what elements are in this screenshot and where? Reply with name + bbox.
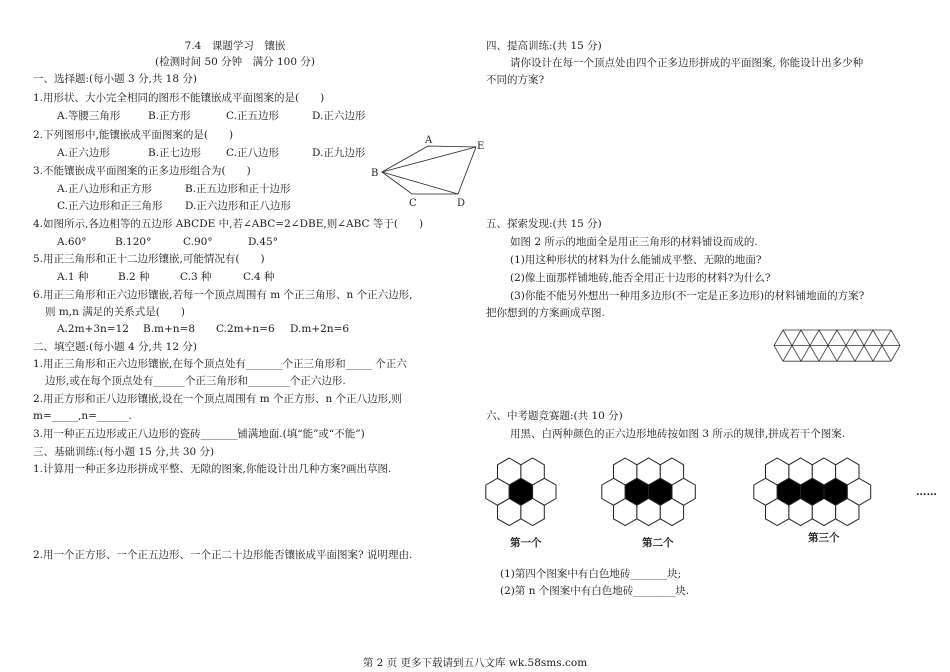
fill-question-3: 3.用一种正五边形或正八边形的瓷砖_______铺满地面.(填“能”或“不能”) — [33, 428, 365, 440]
tri-line — [873, 346, 882, 362]
section-6-line1: 用黑、白两种颜色的正六边形地砖按如图 3 所示的规律,拼成若干个图案. — [510, 428, 846, 440]
tri-line — [882, 330, 891, 346]
mc-q5-option-a: A.1 种 — [57, 271, 89, 283]
tri-line — [783, 346, 792, 362]
fill-question-1-line2: 边形,或在每个顶点处有______个正三角形和________个正六边形. — [45, 375, 346, 387]
tri-line — [846, 330, 855, 346]
section-6-question-2: (2)第 n 个图案中有白色地砖________块. — [500, 585, 690, 597]
pattern-label-1: 第一个 — [510, 537, 542, 549]
mc-question-3: 3.不能镶嵌成平面图案的正多边形组合为( ) — [33, 165, 251, 177]
mc-question-6-line2: 则 m,n 满足的关系式是( ) — [45, 306, 185, 318]
mc-q2-option-c: C.正八边形 — [226, 147, 279, 159]
mc-q3-option-c: C.正六边形和正三角形 — [57, 200, 163, 212]
mc-q6-option-d: D.m+2n=6 — [290, 323, 350, 335]
mc-q5-option-b: B.2 种 — [118, 271, 150, 283]
fill-question-2-line1: 2.用正方形和正八边形镶嵌,设在一个顶点周围有 m 个正方形、n 个正八边形,则 — [33, 393, 402, 405]
hex-pattern — [486, 458, 556, 526]
fill-question-1-line1: 1.用正三角形和正六边形镶嵌,在每个顶点处有_______个正三角形和_____ 个正六 — [33, 358, 407, 370]
mc-q2-option-b: B.正七边形 — [148, 147, 202, 159]
tri-line — [774, 346, 783, 362]
section-5-header: 五、探索发现:(共 15 分) — [486, 218, 602, 230]
tri-line — [882, 346, 891, 362]
tri-line — [774, 330, 783, 346]
triangle-tiling-figure — [770, 322, 915, 370]
mc-q3-option-b: B.正五边形和正十边形 — [185, 183, 291, 195]
section-6-question-1: (1)第四个图案中有白色地砖_______块; — [500, 568, 682, 580]
mc-q1-option-a: A.等腰三角形 — [57, 110, 121, 122]
section-5-line5: 把你想到的方案画成草图. — [486, 307, 605, 319]
tri-line — [873, 330, 882, 346]
page-subtitle: (检测时间 50 分钟 满分 100 分) — [155, 56, 315, 68]
mc-q3-option-a: A.正八边形和正方形 — [57, 183, 152, 195]
mc-q4-option-b: B.120° — [115, 236, 152, 248]
tri-line — [810, 346, 819, 362]
mc-q5-option-c: C.3 种 — [180, 271, 212, 283]
basic-question-2: 2.用一个正方形、一个正五边形、一个正二十边形能否镶嵌成平面图案? 说明理由. — [33, 549, 413, 561]
mc-question-5: 5.用正三角形和正十二边形镶嵌,可能情况有( ) — [33, 253, 265, 265]
tri-line — [846, 346, 855, 362]
section-5-line4: (3)你能不能另外想出一种用多边形(不一定是正多边形)的材料铺地面的方案? — [510, 290, 865, 302]
tri-line — [855, 330, 864, 346]
label-a: A — [425, 135, 433, 146]
section-6-header: 六、中考题竞赛题:(共 10 分) — [486, 410, 623, 422]
tri-line — [828, 346, 837, 362]
label-d: D — [457, 198, 466, 209]
section-4-line2: 不同的方案? — [486, 74, 545, 86]
mc-question-1: 1.用形状、大小完全相同的图形不能镶嵌成平面图案的是( ) — [33, 92, 325, 104]
label-b: B — [371, 168, 379, 179]
tri-line — [810, 330, 819, 346]
section-2-header: 二、填空题:(每小题 4 分,共 12 分) — [33, 341, 197, 353]
mc-q4-option-a: A.60° — [57, 236, 87, 248]
mc-q6-option-a: A.2m+3n=12 — [57, 323, 129, 335]
page-footer: 第 2 页 更多下载请到五八文库 wk.58sms.com — [362, 657, 588, 669]
section-5-line1: 如图 2 所示的地面全是用正三角形的材料铺设而成的. — [510, 236, 758, 248]
mc-q2-option-a: A.正六边形 — [57, 147, 110, 159]
pattern-label-3: 第三个 — [808, 532, 840, 544]
section-5-line3: (2)像上面那样铺地砖,能否全用正十边形的材料?为什么? — [510, 272, 771, 284]
label-c: C — [409, 198, 417, 209]
mc-q2-option-d: D.正九边形 — [312, 147, 366, 159]
section-4-header: 四、提高训练:(共 15 分) — [486, 40, 602, 52]
label-e: E — [477, 141, 485, 152]
hexagon-patterns-figure — [480, 442, 950, 552]
section-1-header: 一、选择题:(每小题 3 分,共 18 分) — [33, 73, 197, 85]
hex-pattern — [754, 458, 871, 526]
tri-line — [891, 346, 900, 362]
pentagon-abcde-figure — [370, 130, 490, 210]
mc-question-6-line1: 6.用正三角形和正六边形镶嵌,若每一个顶点周围有 m 个正三角形、n 个正六边形, — [33, 289, 413, 301]
section-4-line1: 请你设计在每一个顶点处由四个正多边形拼成的平面图案, 你能设计出多少种 — [510, 57, 864, 69]
tri-line — [855, 346, 864, 362]
mc-q4-option-c: C.90° — [183, 236, 213, 248]
pattern-label-2: 第二个 — [642, 537, 674, 549]
tri-line — [783, 330, 792, 346]
mc-question-2: 2.下列图形中,能镶嵌成平面图案的是( ) — [33, 129, 234, 141]
pattern-ellipsis: …… — [916, 486, 937, 498]
section-5-line2: (1)用这种形状的材料为什么能铺成平整、无隙的地面? — [510, 254, 762, 266]
basic-question-1: 1.计算用一种正多边形拼成平整、无隙的图案,你能设计出几种方案?画出草图. — [33, 463, 392, 475]
tri-line — [792, 330, 801, 346]
hex-pattern — [602, 458, 696, 526]
mc-q1-option-d: D.正六边形 — [312, 110, 366, 122]
tri-line — [828, 330, 837, 346]
tri-line — [864, 330, 873, 346]
mc-q1-option-b: B.正方形 — [148, 110, 191, 122]
tri-line — [837, 330, 846, 346]
tri-line — [792, 346, 801, 362]
tri-line — [864, 346, 873, 362]
tri-line — [891, 330, 900, 346]
section-3-header: 三、基础训练:(每小题 15 分,共 30 分) — [33, 446, 215, 458]
page-title: 7.4 课题学习 镶嵌 — [184, 40, 286, 52]
mc-q5-option-d: C.4 种 — [243, 271, 275, 283]
tri-line — [819, 330, 828, 346]
fill-question-2-line2: m=_____,n=______. — [33, 410, 132, 422]
tri-line — [837, 346, 846, 362]
mc-question-4: 4.如图所示,各边相等的五边形 ABCDE 中,若∠ABC=2∠DBE,则∠ABC 等于( ) — [33, 218, 424, 230]
mc-q4-option-d: D.45° — [248, 236, 278, 248]
mc-q1-option-c: C.正五边形 — [226, 110, 279, 122]
tri-line — [819, 346, 828, 362]
mc-q3-option-d: D.正六边形和正八边形 — [185, 200, 291, 212]
tri-line — [801, 330, 810, 346]
tri-line — [801, 346, 810, 362]
mc-q6-option-b: B.m+n=8 — [143, 323, 196, 335]
mc-q6-option-c: C.2m+n=6 — [216, 323, 275, 335]
